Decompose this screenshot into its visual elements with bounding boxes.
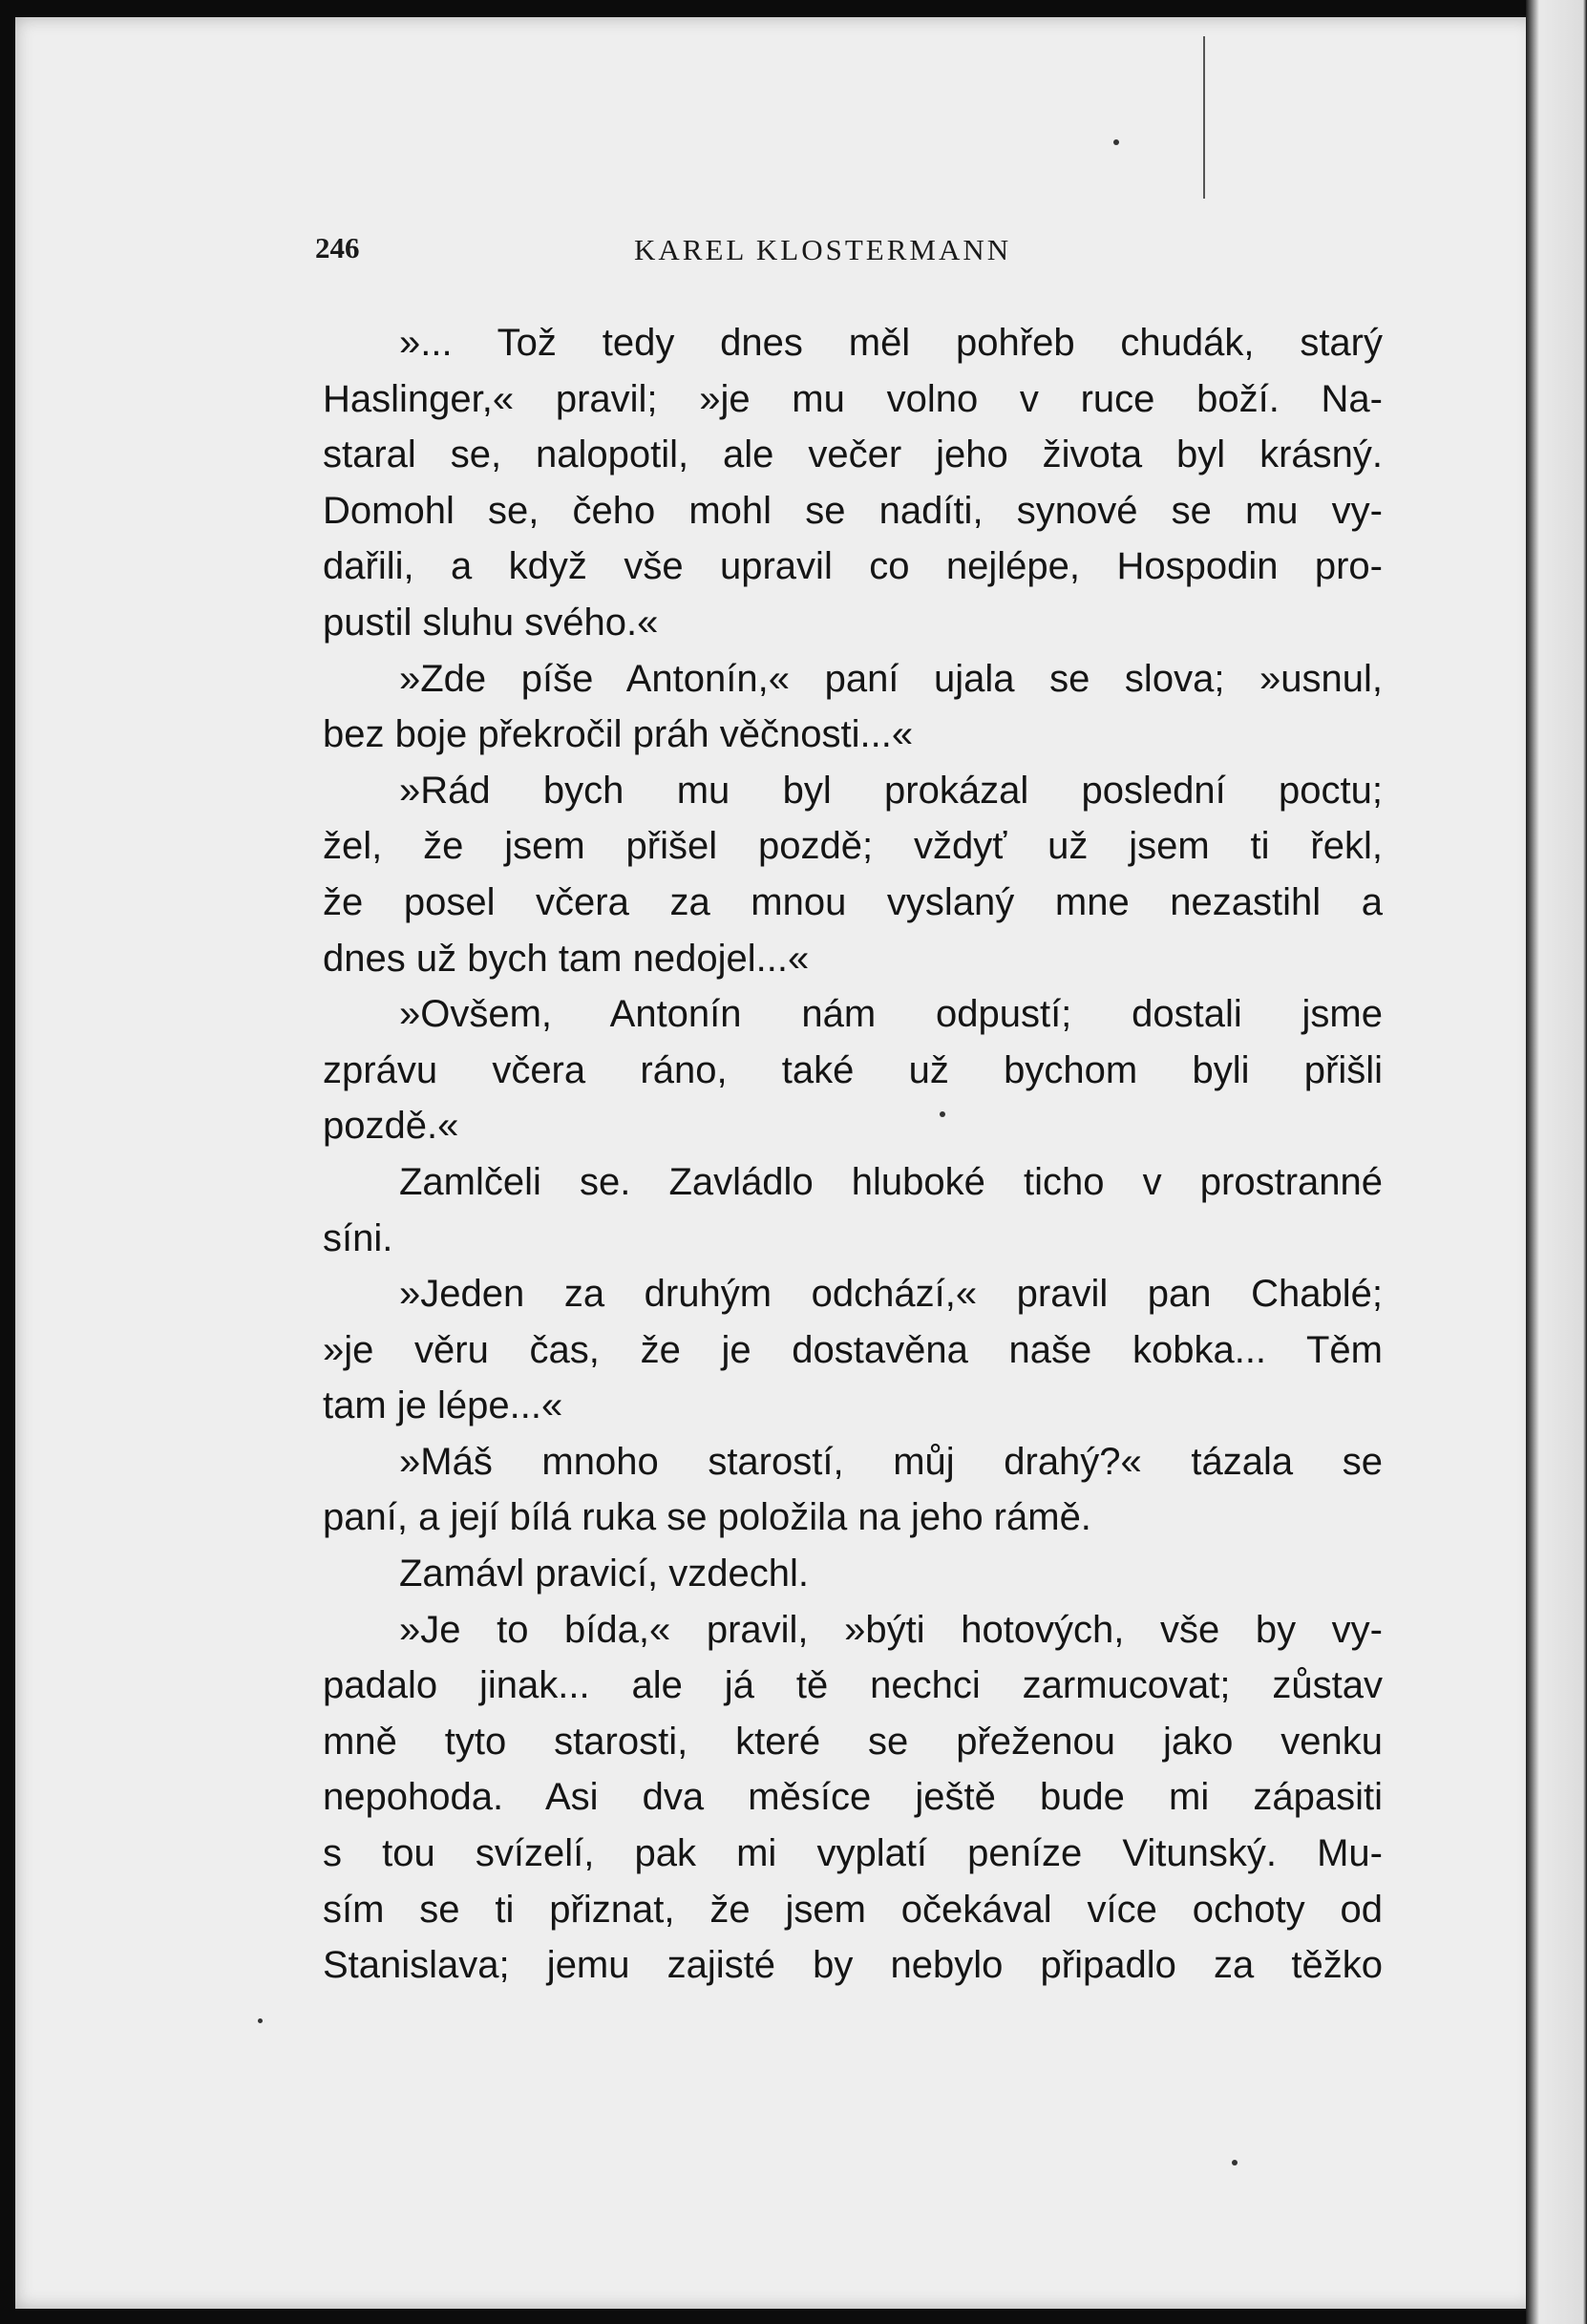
text-line: žel, že jsem přišel pozdě; vždyť už jsem ti řekl, xyxy=(323,825,1383,868)
text-line: sím se ti přiznat, že jsem očekával více ochoty od xyxy=(323,1888,1383,1931)
text-line: pustil sluhu svého.« xyxy=(323,601,659,644)
text-line: nepohoda. Asi dva měsíce ještě bude mi zápasiti xyxy=(323,1776,1383,1819)
top-edge-mark xyxy=(1203,36,1205,199)
speck xyxy=(258,2018,263,2023)
text-line: že posel včera za mnou vyslaný mne nezastihl a xyxy=(323,880,1383,923)
text-line: »je věru čas, že je dostavěna naše kobka... Těm xyxy=(323,1328,1383,1371)
text-line: bez boje překročil práh věčnosti...« xyxy=(323,713,914,756)
page-number: 246 xyxy=(315,231,360,264)
text-line: Domohl se, čeho mohl se nadíti, synové se mu vy- xyxy=(323,489,1383,532)
text-line: »Zde píše Antonín,« paní ujala se slova; »usnul, xyxy=(399,657,1383,700)
text-line: »Je to bída,« pravil, »býti hotových, vše by vy- xyxy=(399,1608,1383,1651)
text-line: »Máš mnoho starostí, můj drahý?« tázala se xyxy=(399,1440,1383,1483)
text-line: s tou svízelí, pak mi vyplatí peníze Vitunský. Mu- xyxy=(323,1832,1383,1875)
body-text xyxy=(323,315,1383,1994)
text-line: »Ovšem, Antonín nám odpustí; dostali jsme xyxy=(399,993,1383,1036)
text-line: pozdě.« xyxy=(323,1105,459,1148)
text-line: mně tyto starosti, které se přeženou jako venku xyxy=(323,1720,1383,1763)
speck xyxy=(1113,139,1119,145)
text-line: dařili, a když vše upravil co nejlépe, Hospodin pro- xyxy=(323,545,1383,588)
text-line: »Rád bych mu byl prokázal poslední poctu; xyxy=(399,769,1383,812)
adjacent-page-edge xyxy=(1526,0,1587,2324)
text-line: zprávu včera ráno, také už bychom byli přišli xyxy=(323,1048,1383,1091)
text-line: Haslinger,« pravil; »je mu volno v ruce boží. Na- xyxy=(323,377,1383,420)
text-line: Zamávl pravicí, vzdechl. xyxy=(399,1553,810,1595)
text-line: Zamlčeli se. Zavládlo hluboké ticho v prostranné xyxy=(399,1160,1383,1203)
text-line: »Jeden za druhým odchází,« pravil pan Chablé; xyxy=(399,1273,1383,1316)
text-line: síni. xyxy=(323,1216,393,1259)
page-header xyxy=(315,231,1379,269)
text-line: tam je lépe...« xyxy=(323,1384,563,1427)
running-head: KAREL KLOSTERMANN xyxy=(634,233,1012,266)
text-line: »... Tož tedy dnes měl pohřeb chudák, starý xyxy=(399,322,1383,364)
text-line: padalo jinak... ale já tě nechci zarmucovat; zůstav xyxy=(323,1664,1383,1707)
text-line: paní, a její bílá ruka se položila na jeho rámě. xyxy=(323,1496,1091,1539)
text-line: Stanislava; jemu zajisté by nebylo připadlo za těžko xyxy=(323,1944,1383,1987)
text-line: dnes už bych tam nedojel...« xyxy=(323,937,810,980)
speck xyxy=(1232,2160,1238,2166)
text-line: staral se, nalopotil, ale večer jeho života byl krásný. xyxy=(323,433,1383,476)
